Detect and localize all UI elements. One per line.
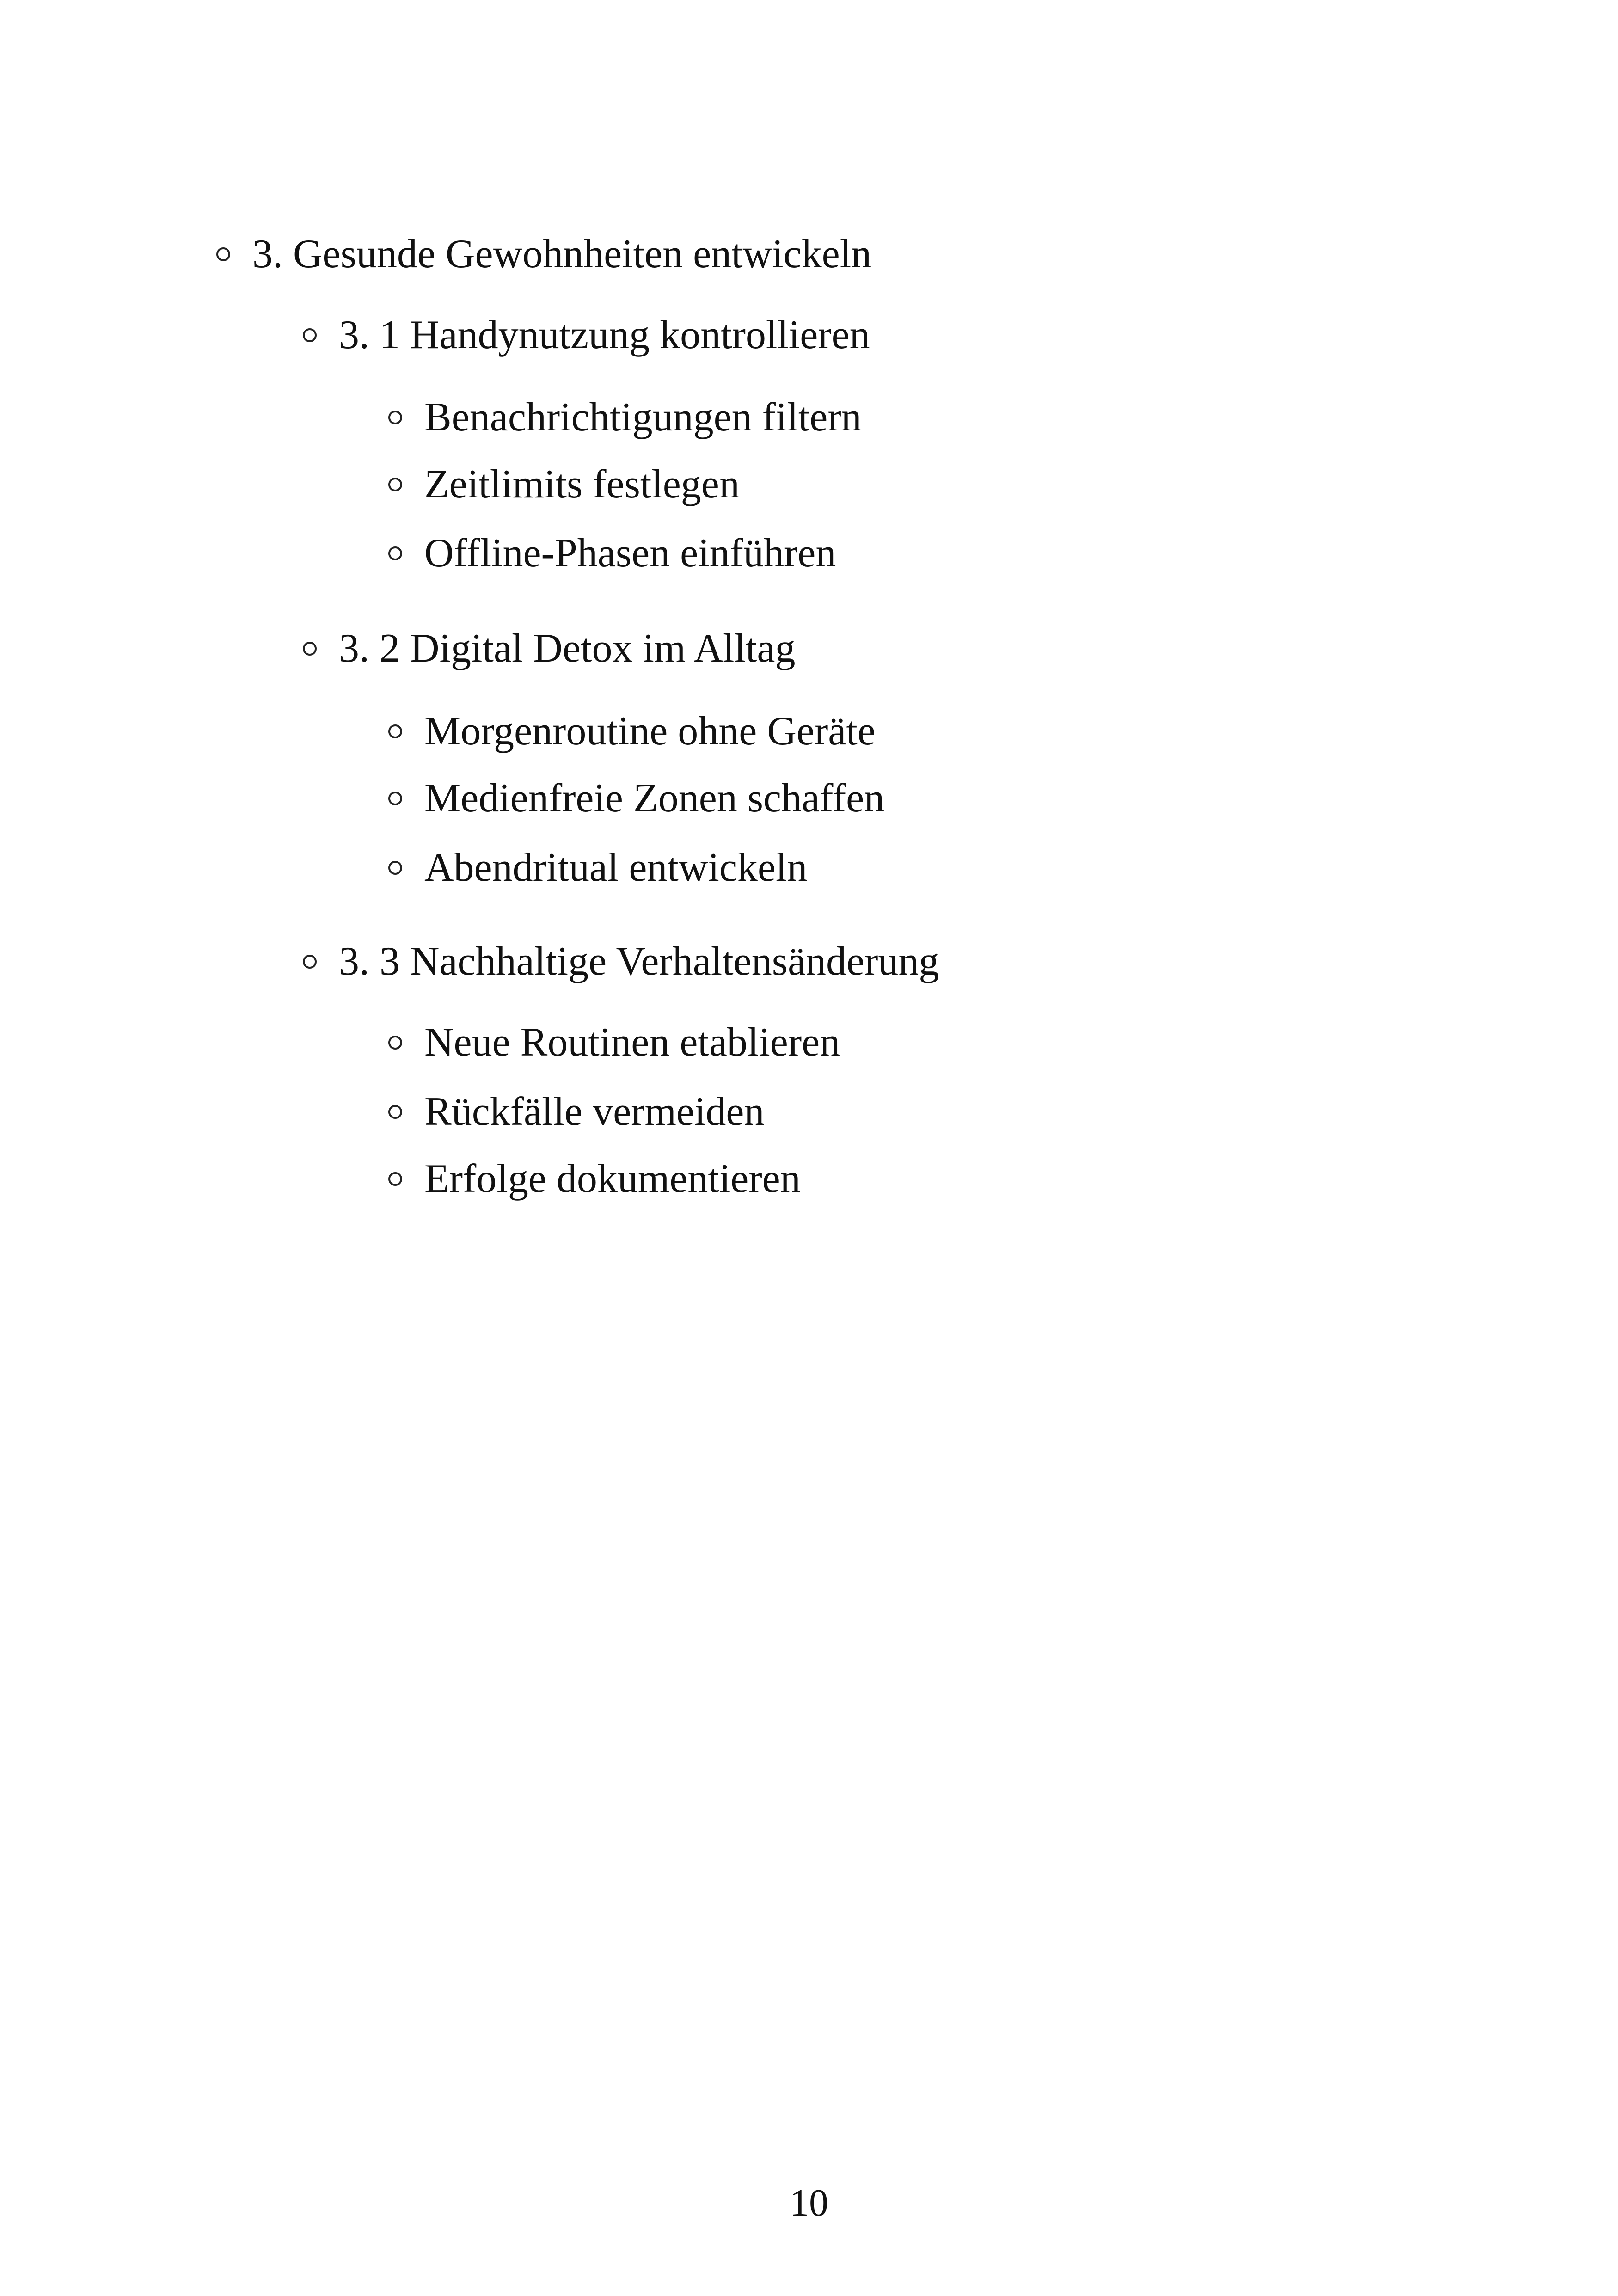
outline-list-item — [388, 1154, 801, 1204]
hollow-circle-bullet-icon — [216, 247, 230, 261]
hollow-circle-bullet-icon — [303, 955, 317, 969]
outline-list-item — [388, 1087, 764, 1137]
outline-subsection-item — [303, 623, 795, 674]
subsection-heading: 3. 1 Handynutzung kontrollieren — [339, 313, 870, 357]
hollow-circle-bullet-icon — [388, 792, 402, 805]
outline-list-item — [388, 773, 884, 824]
list-item-text: Zeitlimits festlegen — [424, 462, 740, 507]
list-item-text: Medienfreie Zonen schaffen — [424, 776, 885, 821]
hollow-circle-bullet-icon — [388, 1172, 402, 1186]
hollow-circle-bullet-icon — [388, 478, 402, 491]
hollow-circle-bullet-icon — [388, 1036, 402, 1050]
outline-list-item — [388, 528, 836, 579]
subsection-heading: 3. 3 Nachhaltige Verhaltensänderung — [339, 939, 939, 984]
hollow-circle-bullet-icon — [388, 861, 402, 875]
outline-section-item — [216, 229, 871, 280]
list-item-text: Offline-Phasen einführen — [424, 531, 836, 576]
outline-subsection-item — [303, 310, 870, 361]
outline-list-item — [388, 459, 740, 510]
list-item-text: Rückfälle vermeiden — [424, 1089, 765, 1134]
hollow-circle-bullet-icon — [303, 328, 317, 342]
list-item-text: Erfolge dokumentieren — [424, 1156, 801, 1201]
hollow-circle-bullet-icon — [388, 546, 402, 560]
hollow-circle-bullet-icon — [388, 724, 402, 738]
outline-subsection-item — [303, 936, 939, 987]
hollow-circle-bullet-icon — [303, 642, 317, 656]
outline-list-item — [388, 706, 876, 757]
section-heading: 3. Gesunde Gewohnheiten entwickeln — [252, 232, 872, 276]
hollow-circle-bullet-icon — [388, 1105, 402, 1119]
subsection-heading: 3. 2 Digital Detox im Alltag — [339, 626, 796, 671]
outline-list-item — [388, 392, 862, 443]
outline-list-item — [388, 1017, 840, 1068]
list-item-text: Abendritual entwickeln — [424, 845, 808, 890]
list-item-text: Benachrichtigungen filtern — [424, 395, 862, 440]
outline-list-item — [388, 842, 807, 893]
list-item-text: Morgenroutine ohne Geräte — [424, 709, 876, 754]
page-number: 10 — [790, 2181, 828, 2224]
list-item-text: Neue Routinen etablieren — [424, 1020, 840, 1065]
hollow-circle-bullet-icon — [388, 411, 402, 424]
